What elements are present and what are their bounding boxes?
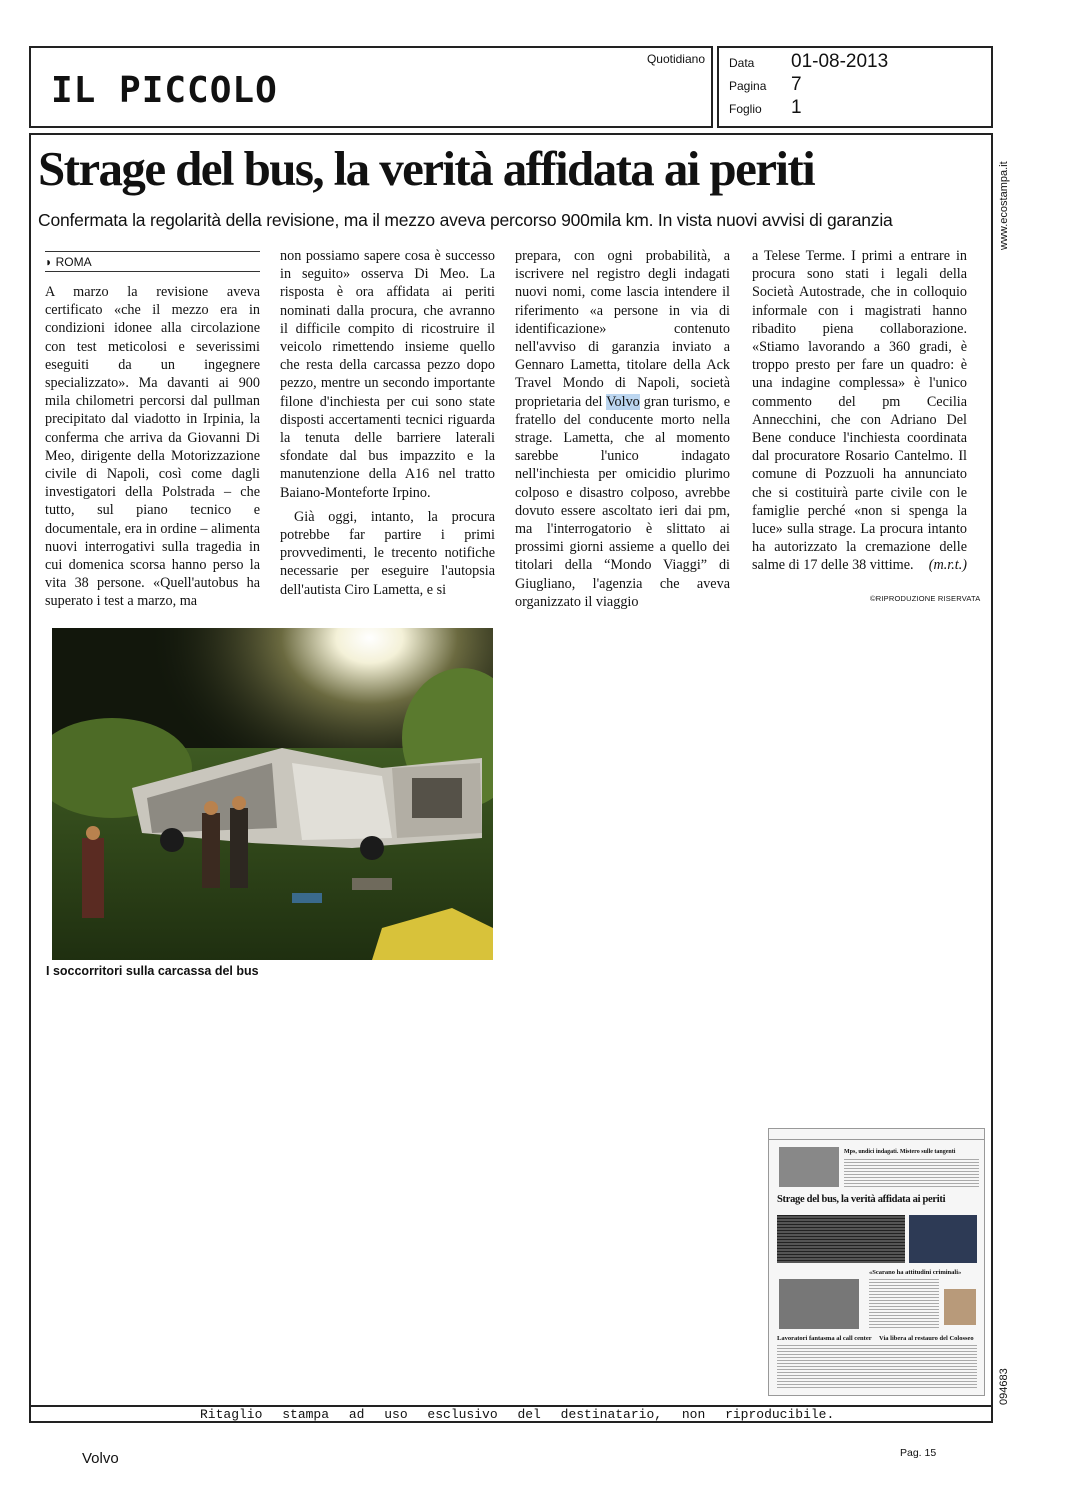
- newspaper-logo: IL PICCOLO: [51, 70, 278, 111]
- dateline-marker-icon: ◗: [45, 255, 56, 269]
- publication-type: Quotidiano: [646, 52, 705, 66]
- page-label: Pagina: [729, 79, 767, 93]
- thumbnail-text-block-2: [869, 1279, 939, 1329]
- column-3-text: prepara, con ogni probabilità, a iscrivere nel registro degli indagati nuovi nomi, come lascia intendere il riferimento «a persone in via di identificazione» contenuto nell'avviso di garanzia inviato a Gennaro Lametta, titolare della Ack Travel Mondo di Napoli, società proprietaria del Volvo gran turismo, e fratello del conducente morto nella strage. Lametta, che al momento sarebbe l'unico indagato nell'inchiesta per omicidio plurimo colposo e disastro colposo, avrebbe dovuto essere ascoltato ieri dai pm, ma l'interrogatorio è slittato ai prossimi giorni assieme a quello dei titolari della “Mondo Viaggi” di Giugliano, l'agenzia che aveva organizzato il viaggio: [515, 248, 730, 610]
- dateline: [45, 251, 260, 272]
- metadata-box: [717, 46, 993, 128]
- column-1-text: A marzo la revisione aveva certificato «che il mezzo era in condizioni idonee alla circolazione con test meticolosi e severissimi eseguiti da un ingegnere specializzato». Ma davanti ai 900 mila chilometri percorsi dal pullman precipitato dal viadotto in Irpinia, la conferma che arriva da Giovanni Di Meo, dirigente della Motorizzazione civile di Napoli, così come dagli investigatori della Polstrada – che tutto, sul piano tecnico e documentale, era in ordine – alimenta nuovi interrogativi sulla tragedia in cui domenica scorsa hanno perso la vita 38 persone. «Quell'autobus ha superato i test a marzo, ma: [45, 284, 260, 610]
- thumbnail-dark-text: [777, 1215, 905, 1263]
- side-code: 094683: [998, 1368, 1010, 1405]
- thumbnail-photo-2: [909, 1215, 977, 1263]
- thumbnail-story-mid: «Scarano ha attitudini criminali»: [869, 1269, 962, 1276]
- article-column-4: [752, 247, 967, 575]
- column-4-text: a Telese Terme. I primi a entrare in procura sono stati i legali della Società Autostrade, che in colloquio informale con i magistrati hanno ribadito piena collaborazione. «Stiamo lavorando a 360 gradi, è troppo presto per fare un quadro: è una indagine complessa» è l'unico commento del pm Cecilia Annecchini, che con Adriano Del Bene conduce l'inchiesta coordinata dal procuratore Rosario Cantelmo. Il comune di Pozzuoli ha annunciato che si costituirà parte civile con le famiglie perché «non si spenga la luce» sulla strage. La procura intanto ha autorizzato la cremazione delle salme di 17 delle 38 vittime. (m.r.t.): [752, 248, 967, 574]
- side-url: www.ecostampa.it: [998, 161, 1010, 250]
- date-label: Data: [729, 56, 755, 70]
- thumbnail-portrait: [944, 1289, 976, 1325]
- sheet-label: Foglio: [729, 102, 762, 116]
- dateline-text: ROMA: [55, 255, 92, 269]
- copyright-notice: ©RIPRODUZIONE RISERVATA: [870, 594, 981, 603]
- photo-illustration: [52, 628, 493, 960]
- thumbnail-story-bottom-right: Via libera al restauro del Colosseo: [879, 1335, 974, 1342]
- thumbnail-headline: Strage del bus, la verità affidata ai periti: [777, 1194, 946, 1205]
- keyword-label: Volvo: [82, 1450, 119, 1467]
- thumbnail-topbar: [769, 1129, 984, 1140]
- page-value: 7: [791, 74, 802, 95]
- thumbnail-text-block-3: [777, 1345, 977, 1389]
- thumbnail-text-block: [844, 1159, 979, 1189]
- article-column-2: [280, 247, 495, 599]
- thumbnail-story-top: Mps, undici indagati. Mistero sulle tangenti: [844, 1149, 956, 1155]
- article-headline: Strage del bus, la verità affidata ai periti: [38, 141, 815, 196]
- date-value: 01-08-2013: [791, 51, 889, 72]
- footer-notice: Ritaglio stampa ad uso esclusivo del destinatario, non riproducibile.: [200, 1407, 835, 1422]
- bus-wreck-photo: [52, 628, 493, 960]
- thumbnail-story-bottom-left: Lavoratori fantasma al call center: [777, 1335, 872, 1342]
- thumbnail-photo-1: [779, 1147, 839, 1187]
- author-signature: (m.r.t.): [928, 557, 967, 574]
- thumbnail-photo-3: [779, 1279, 859, 1329]
- page-number: Pag. 15: [900, 1447, 937, 1459]
- column-2-paragraph-2: Già oggi, intanto, la procura potrebbe far partire i primi provvedimenti, le trecento notifiche necessarie per eseguire l'autopsia dell'autista Ciro Lametta, e si: [280, 508, 495, 598]
- highlighted-keyword: Volvo: [606, 393, 640, 410]
- photo-caption: I soccorritori sulla carcassa del bus: [46, 964, 259, 978]
- article-column-3: [515, 247, 730, 611]
- masthead-box: [29, 46, 713, 128]
- page-thumbnail: [768, 1128, 985, 1396]
- article-column-1: [45, 283, 260, 611]
- article-subhead: Confermata la regolarità della revisione, ma il mezzo aveva percorso 900mila km. In vista nuovi avvisi di garanzia: [38, 210, 893, 230]
- column-2-paragraph-1: non possiamo sapere cosa è successo in seguito» osserva Di Meo. La risposta è ora affidata ai periti nominati dalla procura, che avranno il difficile compito di ricostruire il veicolo rimettendo insieme quello che resta della carcassa pezzo dopo pezzo, mentre un secondo importante filone d'inchiesta per cui sono state disposti accertamenti tecnici riguarda la tenuta delle barriere laterali sfondate dal bus impazzito e la manutenzione della A16 nel tratto Baiano-Monteforte Irpino.: [280, 248, 495, 501]
- sheet-value: 1: [791, 97, 802, 118]
